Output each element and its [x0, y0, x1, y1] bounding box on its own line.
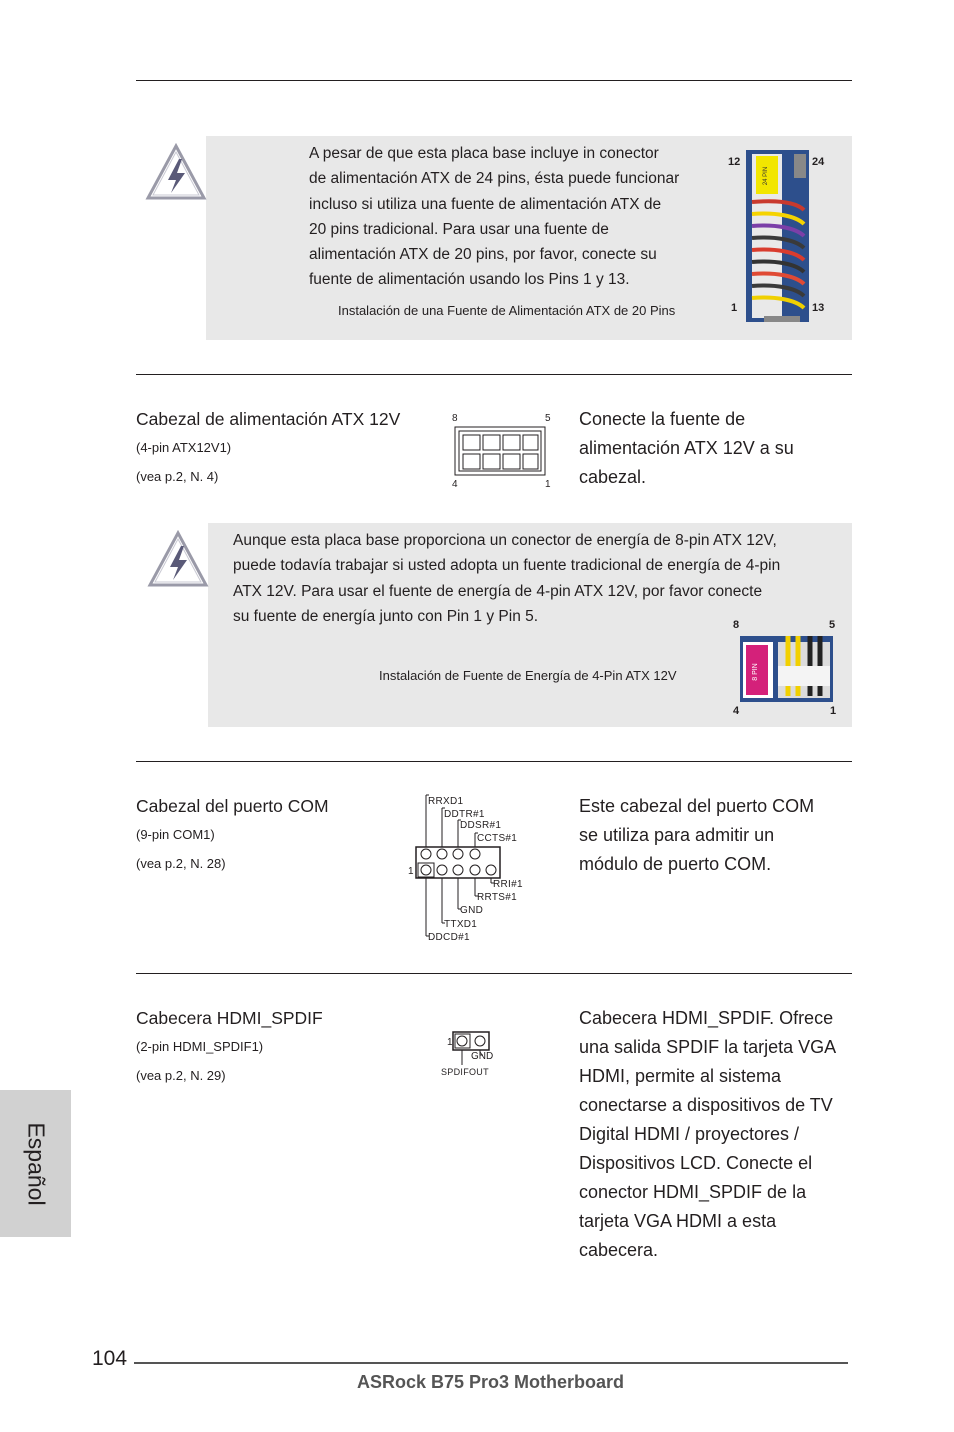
note1-line: 20 pins tradicional. Para usar una fuente de	[309, 220, 609, 238]
hdmi-title: Cabecera HDMI_SPDIF	[136, 1008, 323, 1028]
hdmi-desc	[579, 1004, 836, 1265]
pin-label-1: 1	[731, 302, 738, 314]
hdmi-desc-line: conectarse a dispositivos de TV	[579, 1095, 833, 1115]
atx12v-desc	[579, 405, 794, 492]
com-label-ccts1: CCTS#1	[477, 833, 518, 844]
note1-text	[309, 141, 679, 293]
hdmi-desc-line: Cabecera HDMI_SPDIF. Ofrece	[579, 1008, 834, 1028]
language-tab-label: Español	[23, 1121, 49, 1206]
note1-line: fuente de alimentación usando los Pins 1 y 13.	[309, 271, 630, 289]
com-label-rri1: RRI#1	[493, 879, 523, 890]
com-label-ttxd1: TTXD1	[444, 919, 478, 930]
com-label-rrts1: RRTS#1	[477, 892, 517, 903]
com-desc	[579, 792, 814, 879]
note2-text	[233, 528, 780, 629]
com-pinspec: (9-pin COM1)	[136, 827, 215, 842]
connector-24pin-photo	[746, 150, 809, 322]
footer-brand: ASRock B75 Pro3 Motherboard	[357, 1372, 625, 1392]
atx12v-pin-1: 1	[545, 479, 551, 490]
com-desc-line: Este cabezal del puerto COM	[579, 796, 815, 816]
note1-line: de alimentación ATX de 24 pins, ésta puede funcionar	[309, 170, 680, 188]
pin-label-24: 24	[812, 156, 825, 168]
com-desc-line: se utiliza para admitir un	[579, 825, 775, 845]
atx12v-pinspec: (4-pin ATX12V1)	[136, 440, 232, 455]
connector-8pin-photo	[740, 636, 833, 702]
atx12v-title: Cabezal de alimentación ATX 12V	[136, 409, 401, 429]
footer-rule	[134, 1362, 848, 1364]
hdmi-desc-line: Dispositivos LCD. Conecte el	[579, 1153, 813, 1173]
pin-label-13: 13	[812, 302, 825, 314]
atx12v-pin-5: 5	[545, 413, 551, 424]
section-rule	[136, 374, 852, 375]
com-desc-line: módulo de puerto COM.	[579, 854, 772, 874]
com-pin1-label: 1	[408, 866, 414, 877]
com-title: Cabezal del puerto COM	[136, 796, 329, 816]
note1-caption: Instalación de una Fuente de Alimentación ATX de 20 Pins	[338, 303, 676, 318]
note2-line: puede todavía trabajar si usted adopta un fuente tradicional de energía de 4-pin	[233, 557, 781, 575]
note1-line: incluso si utiliza una fuente de alimentación ATX de	[309, 195, 662, 213]
language-side-tab	[0, 1090, 71, 1237]
hdmi-desc-line: tarjeta VGA HDMI a esta	[579, 1211, 777, 1231]
warning-icon	[147, 530, 209, 588]
com-label-gnd: GND	[460, 905, 484, 916]
warning-icon	[145, 143, 207, 201]
note1-line: A pesar de que esta placa base incluye in conector	[309, 145, 659, 162]
atx12v-ref: (vea p.2, N. 4)	[136, 469, 219, 484]
com-ref: (vea p.2, N. 28)	[136, 856, 226, 871]
atx12v-connector-diagram	[447, 407, 557, 491]
hdmi-desc-line: cabecera.	[579, 1240, 659, 1260]
hdmi-desc-line: HDMI, permite al sistema	[579, 1066, 782, 1086]
pin-label-5: 5	[829, 619, 836, 631]
pin-label-1: 1	[830, 705, 837, 717]
pin-label-12: 12	[728, 156, 741, 168]
atx12v-desc-line: Conecte la fuente de	[579, 409, 746, 429]
com-header-diagram	[405, 792, 535, 944]
section-rule	[136, 761, 852, 762]
atx12v-pin-4: 4	[452, 479, 458, 490]
connector-24pin-label: 24 PIN	[763, 166, 769, 186]
com-label-rrxd1: RRXD1	[428, 796, 464, 807]
hdmi-gnd-label: GND	[471, 1051, 494, 1062]
top-rule	[136, 80, 852, 81]
atx12v-desc-line: cabezal.	[579, 467, 647, 487]
atx12v-desc-line: alimentación ATX 12V a su	[579, 438, 794, 458]
hdmi-desc-line: una salida SPDIF la tarjeta VGA	[579, 1037, 837, 1057]
hdmi-ref: (vea p.2, N. 29)	[136, 1068, 226, 1083]
hdmi-pin1-label: 1	[447, 1037, 453, 1048]
atx12v-pin-8: 8	[452, 413, 458, 424]
hdmi-spdifout-label: SPDIFOUT	[441, 1067, 489, 1077]
note1-line: alimentación ATX de 20 pins, por favor, conecte su	[309, 246, 657, 264]
com-label-ddtr1: DDTR#1	[444, 809, 485, 820]
com-label-ddsr1: DDSR#1	[460, 820, 502, 831]
hdmi-pinspec: (2-pin HDMI_SPDIF1)	[136, 1039, 264, 1054]
com-label-ddcd1: DDCD#1	[428, 932, 470, 943]
page-number: 104	[92, 1347, 128, 1370]
note2-line: Aunque esta placa base proporciona un conector de energía de 8-pin ATX 12V,	[233, 532, 777, 549]
note2-line: su fuente de energía junto con Pin 1 y Pin 5.	[233, 607, 539, 625]
hdmi-desc-line: Digital HDMI / proyectores /	[579, 1124, 800, 1144]
note2-caption: Instalación de Fuente de Energía de 4-Pin ATX 12V	[379, 668, 677, 683]
hdmi-spdif-header-diagram	[437, 1028, 497, 1080]
pin-label-8: 8	[733, 619, 740, 631]
section-rule	[136, 973, 852, 974]
pin-label-4: 4	[733, 705, 740, 717]
connector-8pin-label: 8 PIN	[752, 663, 759, 681]
note2-line: ATX 12V. Para usar el fuente de energía de 4-pin ATX 12V, por favor conecte	[233, 582, 763, 600]
hdmi-desc-line: conector HDMI_SPDIF de la	[579, 1182, 807, 1202]
